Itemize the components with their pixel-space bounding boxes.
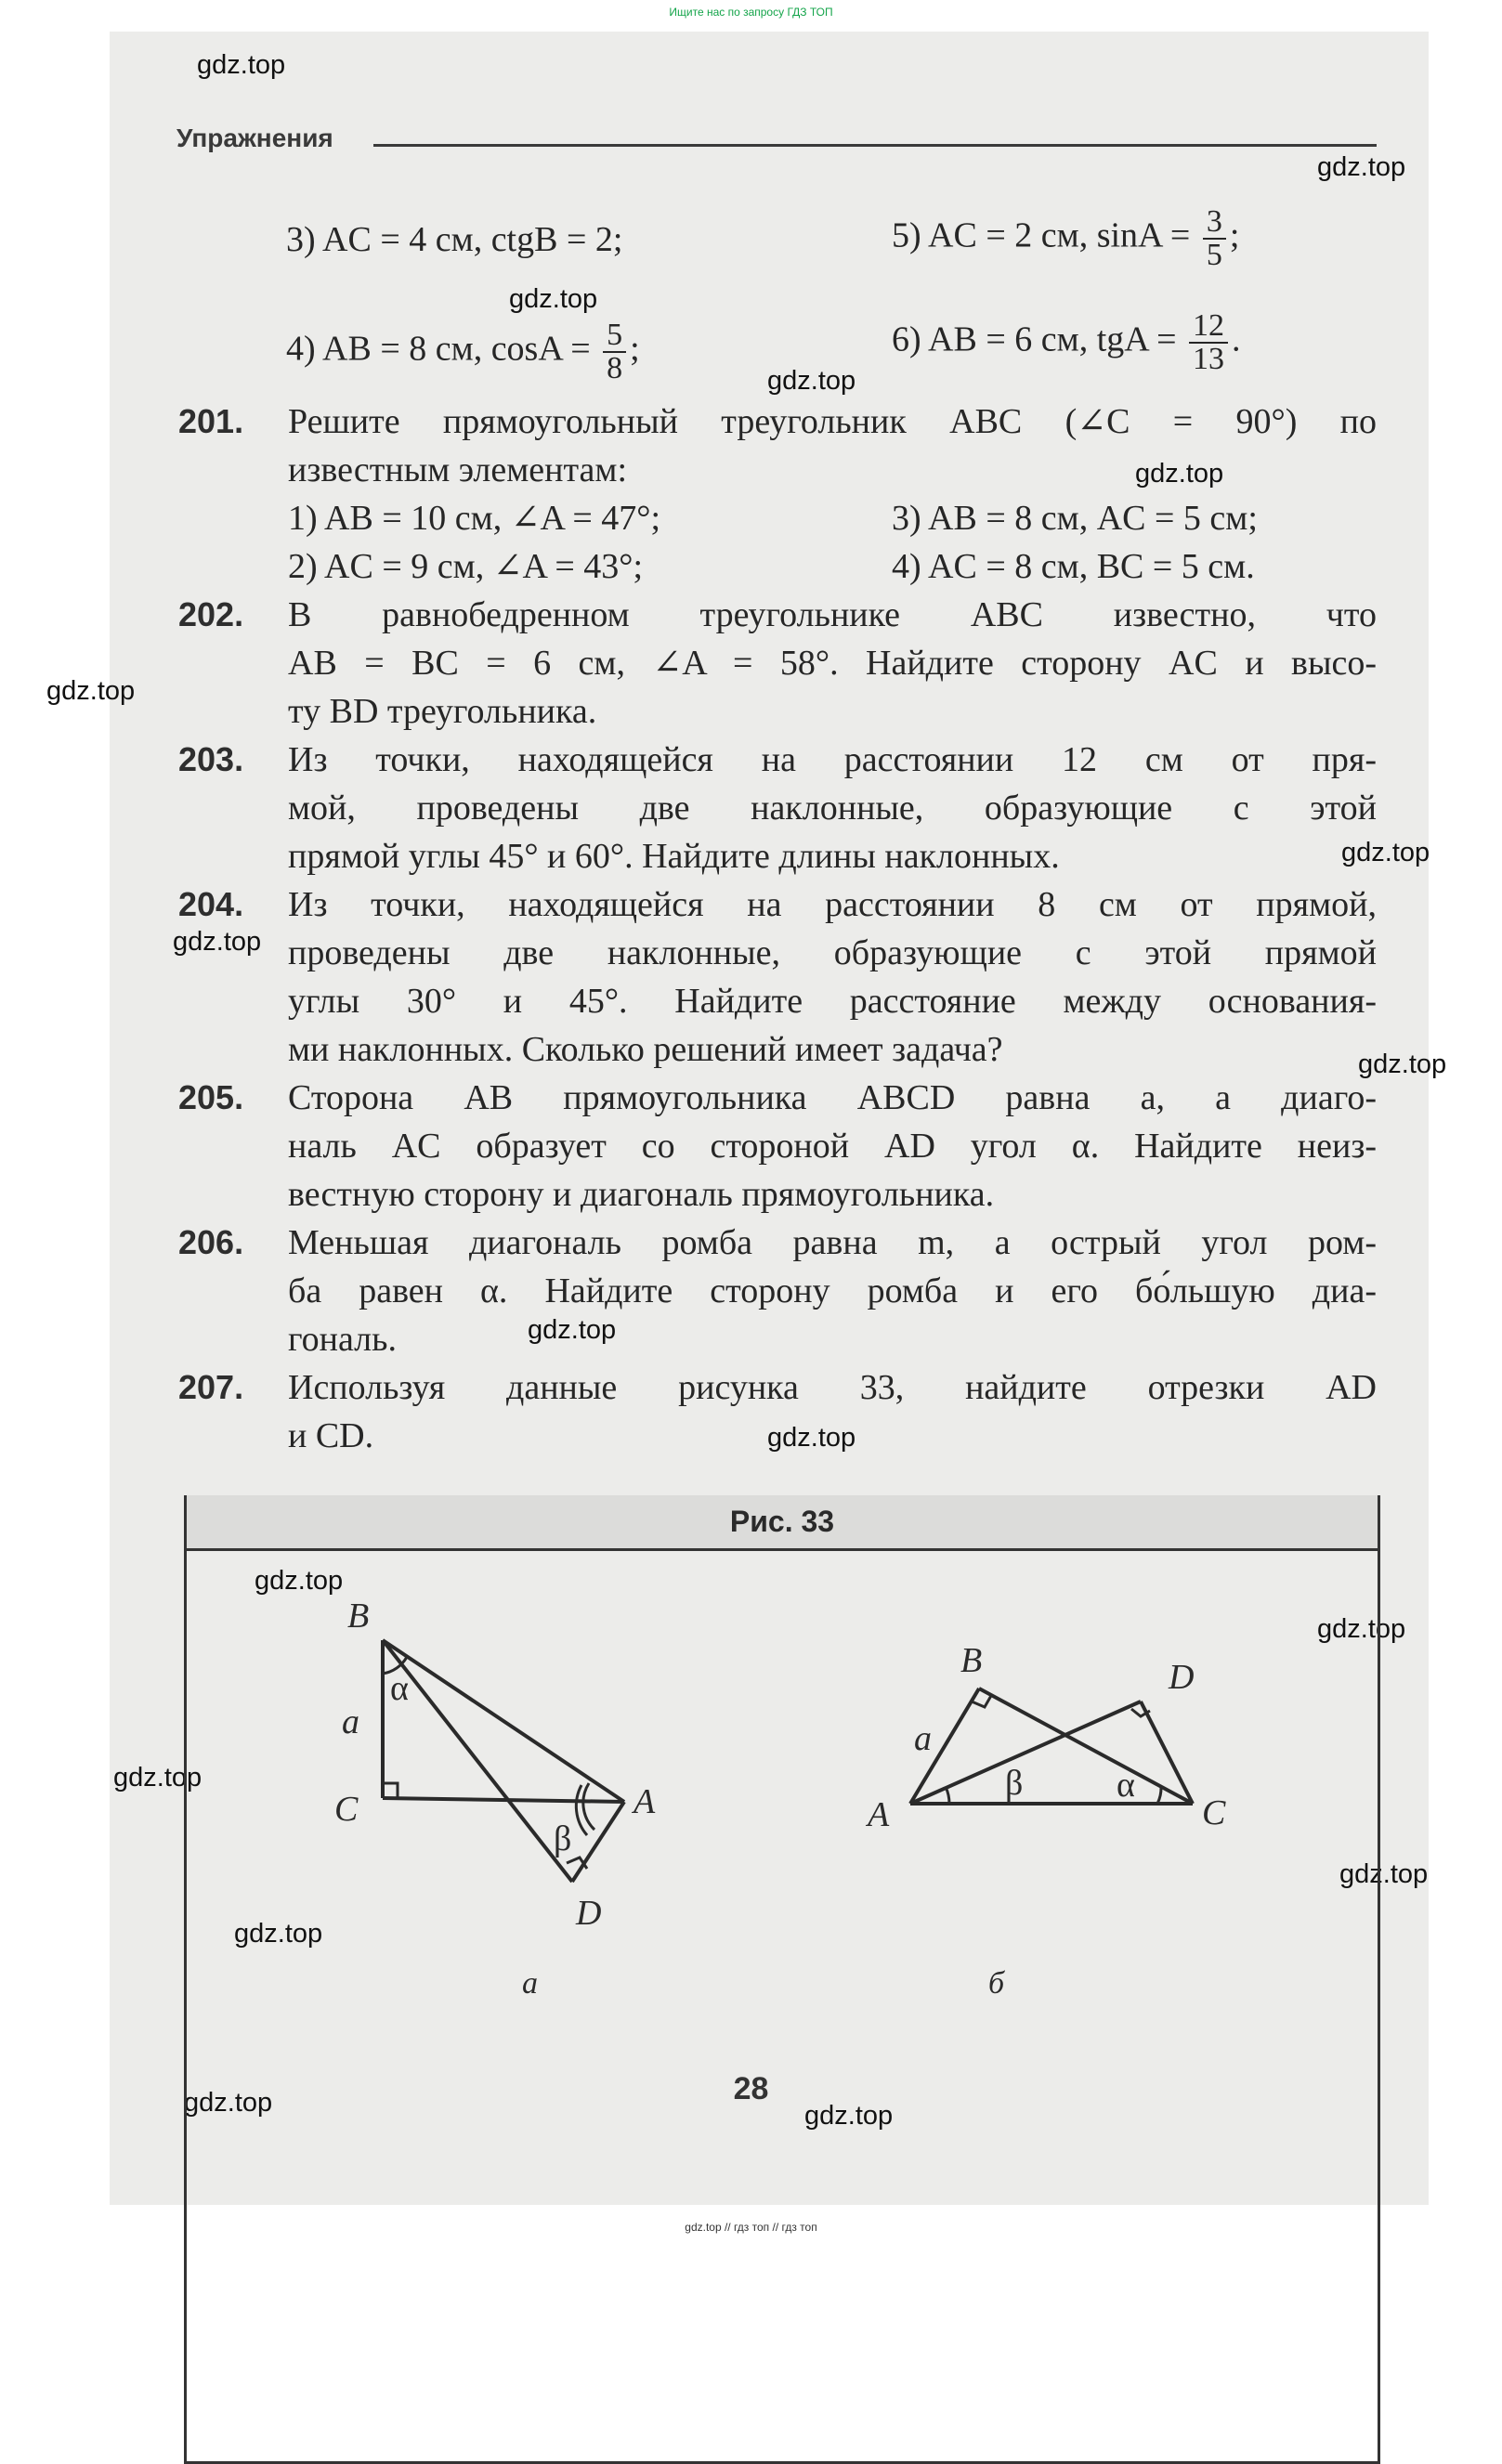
right-angle-C [383,1783,398,1798]
numerator: 12 [1193,308,1225,343]
punct: . [1232,319,1241,359]
ex202-text: В равнобедренном треугольнике ABC известно, что [288,595,1377,634]
ex206-text: гональ. [288,1320,397,1359]
watermark: gdz.top [255,1566,344,1596]
label-beta: β [554,1819,572,1858]
watermark: gdz.top [1317,152,1406,182]
ex201-item-4: 4) AC = 8 см, BC = 5 см. [892,547,1255,586]
figure-title: Рис. 33 [184,1495,1380,1551]
ex200-item-5-text: 5) AC = 2 см, sinA = [892,215,1191,255]
ex204-text: ми наклонных. Сколько решений имеет задача? [288,1030,1003,1069]
top-banner[interactable]: Ищите нас по запросу ГДЗ ТОП [669,6,833,19]
arc-alpha [1157,1787,1161,1804]
watermark: gdz.top [767,1423,856,1453]
watermark: gdz.top [767,366,856,396]
watermark: gdz.top [1358,1049,1447,1079]
ex200-item-6-text: 6) AB = 6 см, tgA = [892,319,1177,359]
numerator: 3 [1206,204,1222,239]
label-C: C [1202,1793,1226,1832]
side-CA [383,1798,624,1802]
ex200-item-5 [892,206,1239,271]
ex201-item-3: 3) AB = 8 см, AC = 5 см; [892,499,1258,538]
figure-33-drawing [184,1551,1380,2461]
ex207-text: и CD. [288,1416,374,1455]
ex200-item-3: 3) AC = 4 см, ctgB = 2; [286,220,623,259]
exercise-number: 203. [178,740,244,778]
watermark: gdz.top [1341,838,1430,867]
label-D: D [1169,1658,1195,1697]
numerator: 5 [607,318,623,352]
exercise-number: 205. [178,1078,244,1116]
ex205-text: Сторона AB прямоугольника ABCD равна a, а диаго- [288,1078,1377,1117]
label-B: B [960,1641,983,1680]
exercise-number: 202. [178,595,244,633]
watermark: gdz.top [509,284,598,314]
ex201-text: известным элементам: [288,450,628,489]
ex205-text: вестную сторону и диагональ прямоугольника. [288,1175,995,1214]
side-BD [383,1640,572,1882]
watermark: gdz.top [173,927,262,957]
watermark: gdz.top [197,50,286,80]
watermark: gdz.top [184,2088,273,2118]
side-DA [572,1802,624,1882]
page-number: 28 [733,2071,769,2106]
caption-b: б [988,1966,1005,2001]
ex203-text: Из точки, находящейся на расстоянии 12 см от пря- [288,740,1377,779]
right-angle-D [567,1858,587,1869]
ex206-text: Меньшая диагональ ромба равна m, а острый угол ром- [288,1223,1377,1262]
exercise-number: 207. [178,1368,244,1406]
label-beta: β [1005,1764,1024,1803]
denominator: 13 [1189,342,1228,375]
exercise-number: 206. [178,1223,244,1261]
ex207-text: Используя данные рисунка 33, найдите отрезки AD [288,1368,1377,1407]
label-D: D [576,1894,602,1933]
ex204-text: проведены две наклонные, образующие с этой прямой [288,933,1377,972]
fraction [1189,310,1228,375]
ex200-item-4-text: 4) AB = 8 см, cosA = [286,329,591,369]
watermark: gdz.top [234,1919,323,1949]
figure-a [383,1640,624,1882]
label-A: A [633,1782,656,1821]
side-BA [383,1640,624,1802]
ex203-text: мой, проведены две наклонные, образующие с этой [288,789,1377,828]
fraction [1203,206,1226,271]
watermark: gdz.top [1317,1614,1406,1644]
punct: ; [1229,215,1240,255]
denominator: 8 [603,351,626,385]
ex202-text: ту BD треугольника. [288,692,597,731]
watermark: gdz.top [528,1315,617,1345]
arc-beta [583,1783,594,1830]
label-side-a: a [342,1702,359,1741]
section-title: Упражнения [176,124,333,152]
watermark: gdz.top [113,1763,202,1793]
denominator: 5 [1203,238,1226,271]
ex201-item-2: 2) AC = 9 см, ∠A = 43°; [288,547,644,586]
label-C: C [334,1790,359,1829]
label-alpha: α [1117,1766,1135,1805]
punct: ; [630,329,640,369]
ex205-text: наль AC образует со стороной AD угол α. Найдите неиз- [288,1127,1377,1166]
watermark: gdz.top [804,2101,894,2131]
label-alpha: α [390,1669,409,1708]
ex206-text: ба равен α. Найдите сторону ромба и его бо́льшую диа- [288,1271,1377,1310]
label-side-a: a [914,1719,932,1758]
caption-a: а [522,1966,538,2001]
fraction [603,319,626,385]
ex202-text: AB = BC = 6 см, ∠A = 58°. Найдите сторону AC и высо- [288,644,1377,683]
ex200-item-6 [892,310,1241,375]
ex203-text: прямой углы 45° и 60°. Найдите длины наклонных. [288,837,1060,876]
ex204-text: Из точки, находящейся на расстоянии 8 см от прямой, [288,885,1377,924]
watermark: gdz.top [46,676,136,706]
ex201-text: Решите прямоугольный треугольник ABC (∠C = 90°) по [288,402,1377,441]
exercise-number: 204. [178,885,244,923]
ex204-text: углы 30° и 45°. Найдите расстояние между основания- [288,982,1377,1021]
label-B: B [347,1597,370,1636]
figure-b [910,1688,1193,1804]
bottom-footer[interactable]: gdz.top // гдз топ // гдз топ [685,2221,817,2234]
section-divider [373,144,1377,147]
label-A: A [868,1795,890,1834]
ex201-item-1: 1) AB = 10 см, ∠A = 47°; [288,499,661,538]
arc-beta [946,1787,949,1804]
watermark: gdz.top [1135,459,1224,489]
ex200-item-4 [286,319,640,385]
exercise-number: 201. [178,402,244,440]
watermark: gdz.top [1339,1859,1429,1889]
